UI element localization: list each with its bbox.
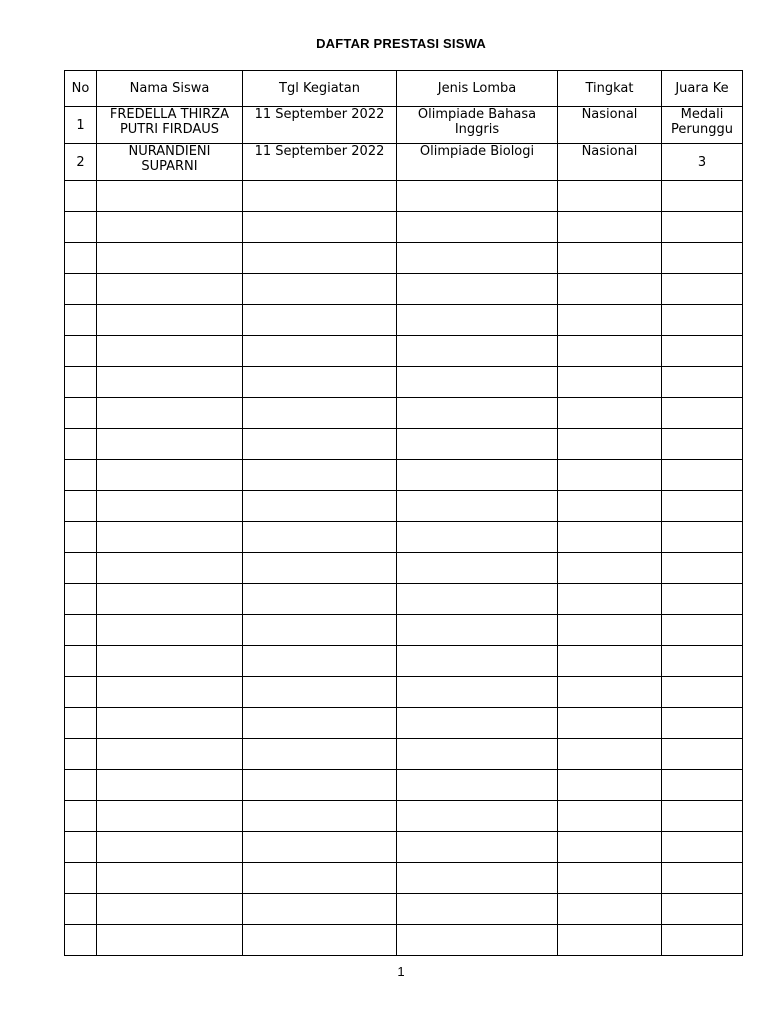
table-row-empty	[65, 243, 743, 274]
cell-tgl-kegiatan-empty	[243, 770, 397, 801]
cell-no-empty	[65, 212, 97, 243]
cell-nama-siswa-empty	[97, 460, 243, 491]
cell-tgl-kegiatan-empty	[243, 243, 397, 274]
cell-jenis-lomba-empty	[397, 708, 558, 739]
cell-jenis-lomba-empty	[397, 615, 558, 646]
cell-jenis-lomba-empty	[397, 677, 558, 708]
cell-jenis-lomba-empty	[397, 491, 558, 522]
table-row-empty	[65, 615, 743, 646]
cell-no-empty	[65, 243, 97, 274]
cell-tgl-kegiatan-empty	[243, 646, 397, 677]
column-header-juara-ke: Juara Ke	[662, 71, 743, 107]
cell-juara-ke-empty	[662, 212, 743, 243]
cell-tgl-kegiatan-empty	[243, 367, 397, 398]
cell-tgl-kegiatan-empty	[243, 491, 397, 522]
cell-tingkat-empty	[558, 925, 662, 956]
table-row-empty	[65, 894, 743, 925]
table-row-empty	[65, 801, 743, 832]
cell-nama-siswa-empty	[97, 739, 243, 770]
cell-tgl-kegiatan-empty	[243, 274, 397, 305]
cell-tgl-kegiatan-empty	[243, 863, 397, 894]
cell-jenis-lomba-empty	[397, 274, 558, 305]
cell-no-empty	[65, 429, 97, 460]
cell-tgl-kegiatan-empty	[243, 925, 397, 956]
cell-juara-ke-empty	[662, 801, 743, 832]
cell-jenis-lomba-empty	[397, 522, 558, 553]
cell-tgl-kegiatan-empty	[243, 305, 397, 336]
cell-tingkat-empty	[558, 460, 662, 491]
table-row-empty	[65, 491, 743, 522]
table-row-empty	[65, 336, 743, 367]
table-row-empty	[65, 553, 743, 584]
table-row-empty	[65, 305, 743, 336]
achievement-table	[64, 70, 743, 956]
cell-tingkat-empty	[558, 367, 662, 398]
table-row-empty	[65, 274, 743, 305]
cell-nama-siswa: FREDELLA THIRZA PUTRI FIRDAUS	[97, 107, 243, 144]
column-header-jenis-lomba: Jenis Lomba	[397, 71, 558, 107]
cell-juara-ke-empty	[662, 894, 743, 925]
cell-tgl-kegiatan: 11 September 2022	[243, 107, 397, 144]
cell-nama-siswa-empty	[97, 243, 243, 274]
cell-juara-ke-empty	[662, 646, 743, 677]
cell-nama-siswa-empty	[97, 646, 243, 677]
cell-nama-siswa-empty	[97, 708, 243, 739]
document-title: DAFTAR PRESTASI SISWA	[316, 36, 486, 51]
cell-tingkat-empty	[558, 894, 662, 925]
cell-juara-ke-empty	[662, 522, 743, 553]
cell-nama-siswa-empty	[97, 274, 243, 305]
cell-nama-siswa-empty	[97, 305, 243, 336]
table-row-empty	[65, 739, 743, 770]
cell-nama-siswa-empty	[97, 398, 243, 429]
cell-juara-ke-empty	[662, 243, 743, 274]
table-row-empty	[65, 832, 743, 863]
cell-tingkat: Nasional	[558, 107, 662, 144]
cell-no-empty	[65, 801, 97, 832]
cell-jenis-lomba-empty	[397, 925, 558, 956]
cell-tgl-kegiatan-empty	[243, 739, 397, 770]
table-row-empty	[65, 522, 743, 553]
cell-tingkat-empty	[558, 677, 662, 708]
cell-no-empty	[65, 336, 97, 367]
cell-no-empty	[65, 708, 97, 739]
cell-tgl-kegiatan-empty	[243, 801, 397, 832]
cell-no-empty	[65, 739, 97, 770]
cell-tgl-kegiatan-empty	[243, 336, 397, 367]
cell-tgl-kegiatan-empty	[243, 522, 397, 553]
cell-juara-ke-empty	[662, 584, 743, 615]
cell-juara-ke: 3	[662, 144, 743, 181]
cell-tingkat-empty	[558, 522, 662, 553]
cell-nama-siswa-empty	[97, 615, 243, 646]
cell-jenis-lomba: Olimpiade Bahasa Inggris	[397, 107, 558, 144]
cell-jenis-lomba-empty	[397, 212, 558, 243]
column-header-tgl-kegiatan: Tgl Kegiatan	[243, 71, 397, 107]
cell-no-empty	[65, 832, 97, 863]
cell-nama-siswa-empty	[97, 212, 243, 243]
cell-tingkat-empty	[558, 398, 662, 429]
cell-nama-siswa-empty	[97, 367, 243, 398]
cell-tingkat-empty	[558, 305, 662, 336]
cell-no-empty	[65, 646, 97, 677]
cell-jenis-lomba-empty	[397, 367, 558, 398]
column-header-nama-siswa: Nama Siswa	[97, 71, 243, 107]
cell-juara-ke-empty	[662, 491, 743, 522]
cell-tingkat-empty	[558, 615, 662, 646]
cell-tgl-kegiatan-empty	[243, 894, 397, 925]
cell-no-empty	[65, 925, 97, 956]
cell-juara-ke-empty	[662, 398, 743, 429]
cell-jenis-lomba-empty	[397, 553, 558, 584]
cell-jenis-lomba-empty	[397, 398, 558, 429]
cell-no-empty	[65, 460, 97, 491]
cell-jenis-lomba-empty	[397, 460, 558, 491]
cell-tgl-kegiatan-empty	[243, 708, 397, 739]
cell-no-empty	[65, 367, 97, 398]
cell-tgl-kegiatan-empty	[243, 832, 397, 863]
cell-tingkat-empty	[558, 801, 662, 832]
cell-tgl-kegiatan-empty	[243, 398, 397, 429]
table-row	[65, 144, 743, 181]
cell-nama-siswa-empty	[97, 181, 243, 212]
table-row-empty	[65, 677, 743, 708]
cell-nama-siswa: NURANDIENI SUPARNI	[97, 144, 243, 181]
cell-tingkat-empty	[558, 336, 662, 367]
cell-jenis-lomba-empty	[397, 646, 558, 677]
column-header-no: No	[65, 71, 97, 107]
cell-nama-siswa-empty	[97, 894, 243, 925]
table-row-empty	[65, 708, 743, 739]
cell-juara-ke-empty	[662, 863, 743, 894]
cell-tingkat-empty	[558, 181, 662, 212]
cell-tingkat: Nasional	[558, 144, 662, 181]
cell-juara-ke-empty	[662, 460, 743, 491]
table-row-empty	[65, 770, 743, 801]
table-header-row	[65, 71, 743, 107]
table-row-empty	[65, 584, 743, 615]
cell-juara-ke-empty	[662, 615, 743, 646]
cell-juara-ke: Medali Perunggu	[662, 107, 743, 144]
cell-tgl-kegiatan-empty	[243, 460, 397, 491]
cell-nama-siswa-empty	[97, 429, 243, 460]
cell-nama-siswa-empty	[97, 491, 243, 522]
cell-tingkat-empty	[558, 212, 662, 243]
cell-tingkat-empty	[558, 646, 662, 677]
cell-jenis-lomba-empty	[397, 336, 558, 367]
cell-juara-ke-empty	[662, 181, 743, 212]
cell-no-empty	[65, 770, 97, 801]
cell-nama-siswa-empty	[97, 584, 243, 615]
cell-tingkat-empty	[558, 739, 662, 770]
cell-jenis-lomba-empty	[397, 429, 558, 460]
cell-tingkat-empty	[558, 243, 662, 274]
cell-nama-siswa-empty	[97, 553, 243, 584]
cell-no: 2	[65, 144, 97, 181]
cell-jenis-lomba-empty	[397, 305, 558, 336]
cell-tgl-kegiatan-empty	[243, 584, 397, 615]
cell-juara-ke-empty	[662, 553, 743, 584]
cell-tingkat-empty	[558, 584, 662, 615]
table-row-empty	[65, 181, 743, 212]
cell-no-empty	[65, 553, 97, 584]
cell-no-empty	[65, 305, 97, 336]
cell-tingkat-empty	[558, 429, 662, 460]
table-row-empty	[65, 367, 743, 398]
cell-nama-siswa-empty	[97, 336, 243, 367]
cell-tgl-kegiatan-empty	[243, 553, 397, 584]
table-row-empty	[65, 925, 743, 956]
table-row	[65, 107, 743, 144]
cell-jenis-lomba-empty	[397, 801, 558, 832]
table-row-empty	[65, 460, 743, 491]
cell-nama-siswa-empty	[97, 770, 243, 801]
cell-nama-siswa-empty	[97, 522, 243, 553]
cell-nama-siswa-empty	[97, 863, 243, 894]
cell-no-empty	[65, 491, 97, 522]
cell-juara-ke-empty	[662, 832, 743, 863]
cell-juara-ke-empty	[662, 770, 743, 801]
cell-juara-ke-empty	[662, 336, 743, 367]
cell-nama-siswa-empty	[97, 801, 243, 832]
cell-tingkat-empty	[558, 832, 662, 863]
cell-jenis-lomba: Olimpiade Biologi	[397, 144, 558, 181]
cell-juara-ke-empty	[662, 677, 743, 708]
page-number: 1	[397, 964, 405, 979]
cell-juara-ke-empty	[662, 367, 743, 398]
cell-juara-ke-empty	[662, 739, 743, 770]
cell-tgl-kegiatan-empty	[243, 429, 397, 460]
column-header-tingkat: Tingkat	[558, 71, 662, 107]
cell-juara-ke-empty	[662, 708, 743, 739]
cell-no-empty	[65, 584, 97, 615]
cell-jenis-lomba-empty	[397, 181, 558, 212]
table-row-empty	[65, 398, 743, 429]
table-row-empty	[65, 646, 743, 677]
cell-tingkat-empty	[558, 553, 662, 584]
cell-jenis-lomba-empty	[397, 584, 558, 615]
cell-tgl-kegiatan-empty	[243, 615, 397, 646]
cell-nama-siswa-empty	[97, 832, 243, 863]
cell-tgl-kegiatan: 11 September 2022	[243, 144, 397, 181]
cell-no-empty	[65, 522, 97, 553]
table-row-empty	[65, 429, 743, 460]
cell-tingkat-empty	[558, 863, 662, 894]
cell-tingkat-empty	[558, 770, 662, 801]
cell-tgl-kegiatan-empty	[243, 181, 397, 212]
cell-tgl-kegiatan-empty	[243, 677, 397, 708]
table-row-empty	[65, 863, 743, 894]
cell-juara-ke-empty	[662, 925, 743, 956]
cell-jenis-lomba-empty	[397, 863, 558, 894]
cell-jenis-lomba-empty	[397, 832, 558, 863]
cell-no-empty	[65, 677, 97, 708]
cell-tgl-kegiatan-empty	[243, 212, 397, 243]
cell-juara-ke-empty	[662, 429, 743, 460]
cell-tingkat-empty	[558, 491, 662, 522]
cell-jenis-lomba-empty	[397, 243, 558, 274]
cell-jenis-lomba-empty	[397, 770, 558, 801]
cell-nama-siswa-empty	[97, 677, 243, 708]
cell-tingkat-empty	[558, 708, 662, 739]
cell-nama-siswa-empty	[97, 925, 243, 956]
cell-juara-ke-empty	[662, 305, 743, 336]
cell-no-empty	[65, 894, 97, 925]
cell-no-empty	[65, 274, 97, 305]
cell-no: 1	[65, 107, 97, 144]
cell-jenis-lomba-empty	[397, 739, 558, 770]
cell-no-empty	[65, 398, 97, 429]
cell-no-empty	[65, 615, 97, 646]
table-row-empty	[65, 212, 743, 243]
cell-no-empty	[65, 863, 97, 894]
cell-no-empty	[65, 181, 97, 212]
cell-tingkat-empty	[558, 274, 662, 305]
cell-juara-ke-empty	[662, 274, 743, 305]
cell-jenis-lomba-empty	[397, 894, 558, 925]
